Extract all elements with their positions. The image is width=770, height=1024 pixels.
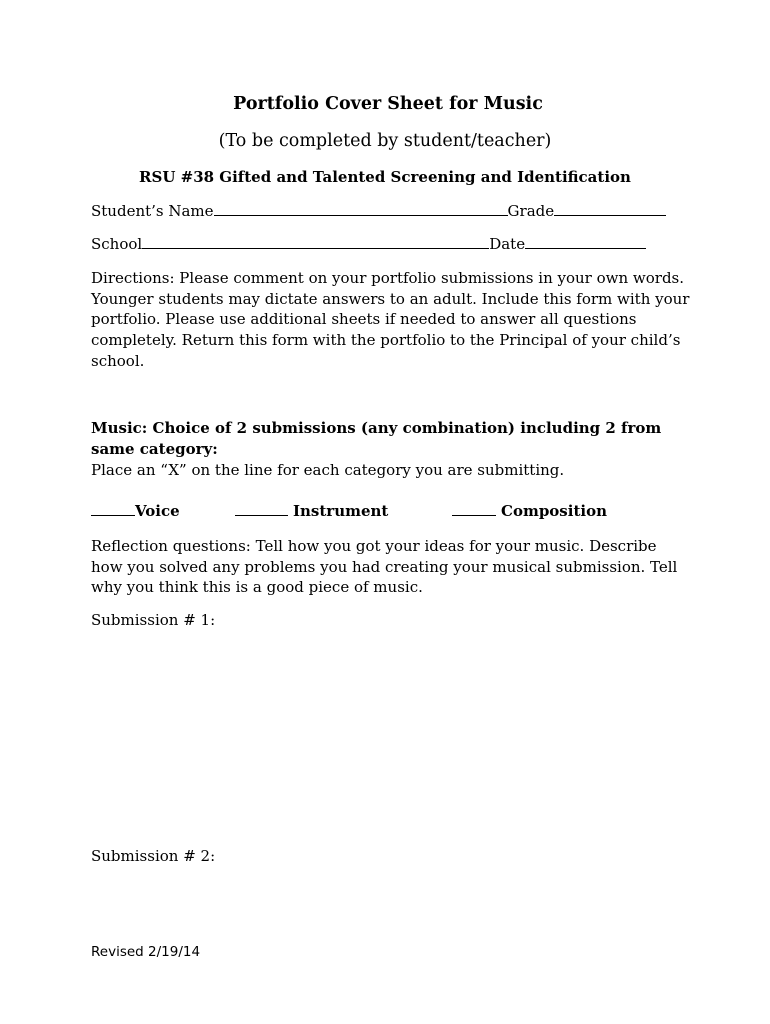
instrument-checkline[interactable] <box>235 501 288 516</box>
category-composition-label: Composition <box>501 502 607 520</box>
program-heading: RSU #38 Gifted and Talented Screening and Identification <box>139 168 631 186</box>
category-composition <box>452 501 607 521</box>
page-title: Portfolio Cover Sheet for Music <box>233 94 543 114</box>
submission-2-label: Submission # 2: <box>91 847 216 865</box>
student-name-label: Student’s Name <box>91 202 214 220</box>
category-voice-label: Voice <box>135 502 180 520</box>
date-field[interactable] <box>525 234 646 249</box>
school-label: School <box>91 235 143 253</box>
grade-label: Grade <box>507 202 555 220</box>
category-instrument-label: Instrument <box>293 502 389 520</box>
submission-1-label: Submission # 1: <box>91 611 216 629</box>
date-label: Date <box>489 235 526 253</box>
revision-footer: Revised 2/19/14 <box>91 944 201 960</box>
music-section-instruction: Place an “X” on the line for each category you are submitting. <box>91 461 565 479</box>
music-section-heading: Music: Choice of 2 submissions (any combination) including 2 from same category: <box>91 419 662 458</box>
category-voice <box>91 501 180 521</box>
voice-checkline[interactable] <box>91 501 135 516</box>
reflection-text: Reflection questions: Tell how you got your ideas for your music. Describe how you solved any problems you had creating your musical submission. Tell why you think this is a good piece of music. <box>91 537 678 597</box>
composition-checkline[interactable] <box>452 501 496 516</box>
school-date-row <box>91 234 646 254</box>
directions-text: Directions: Please comment on your portfolio submissions in your own words. Younger students may dictate answers to an adult. Include this form with your portfolio. Please use additional sheets if needed to answer all questions completely. Return this form with the portfolio to the Principal of your child’s school. <box>91 269 690 370</box>
name-grade-row <box>91 201 666 221</box>
category-instrument <box>235 501 388 521</box>
school-field[interactable] <box>142 234 489 249</box>
student-name-field[interactable] <box>214 201 508 216</box>
page-subtitle: (To be completed by student/teacher) <box>218 131 552 151</box>
grade-field[interactable] <box>554 201 666 216</box>
